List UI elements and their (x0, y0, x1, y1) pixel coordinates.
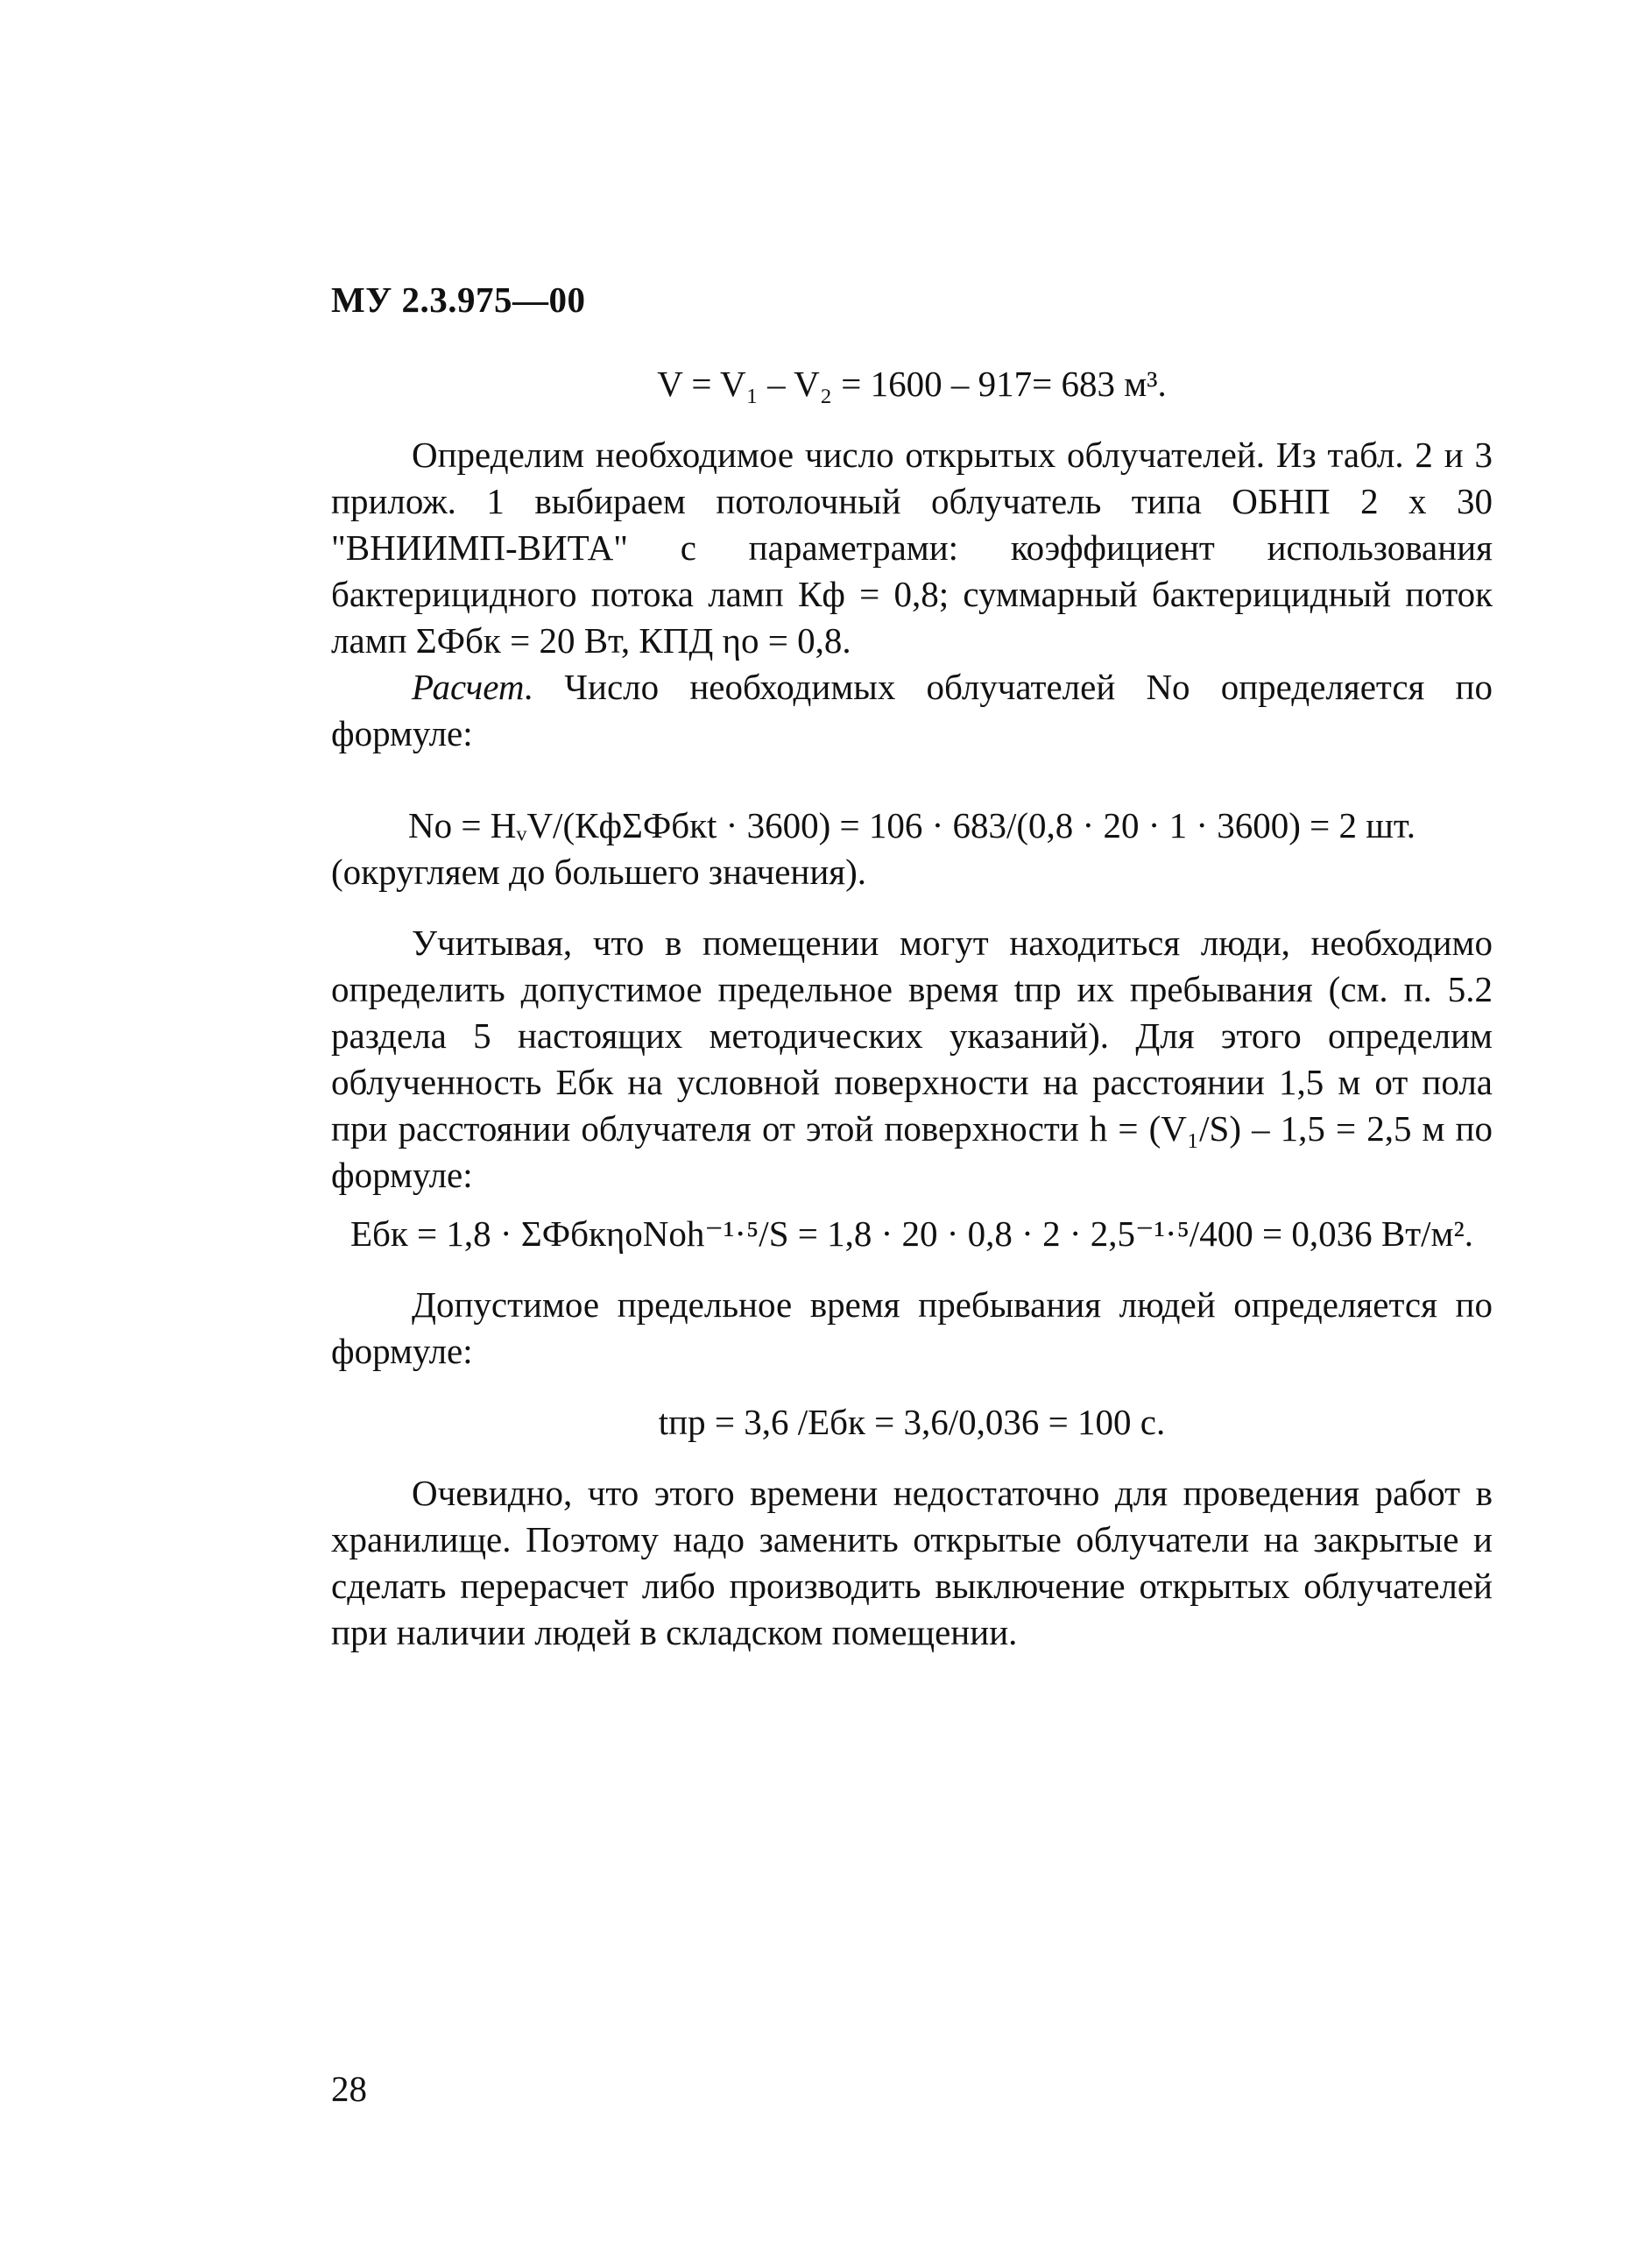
formula-time: tпр = 3,6 /Eбк = 3,6/0,036 = 100 с. (658, 1402, 1166, 1442)
document-body (331, 361, 1493, 1656)
paragraph-allowed-time: Допустимое предельное время пребывания людей определяется по формуле: (331, 1284, 1493, 1371)
document-header: МУ 2.3.975—00 (331, 279, 586, 320)
formula-irradiator-count: Nо = HᵥV/(КфΣФбкt · 3600) = 106 · 683/(0,8 · 20 · 1 · 3600) = 2 шт. (408, 805, 1415, 845)
paragraph-conclusion: Очевидно, что этого времени недостаточно для проведения работ в хранилище. Поэтому надо заменить открытые облучатели на закрытые и сделать перерасчет либо производить выключение открытых облучателей при наличии людей в складском помещении. (331, 1473, 1493, 1652)
rounding-note: (округляем до большего значения). (331, 852, 867, 892)
formula-volume: V = V₁ – V₂ = 1600 – 917= 683 м³. (657, 364, 1167, 404)
page-number: 28 (331, 2069, 367, 2109)
paragraph-calculation (331, 664, 1493, 757)
calculation-lead: Расчет. (412, 667, 534, 707)
paragraph-exposure-time: Учитывая, что в помещении могут находиться люди, необходимо определить допустимое предельное время tпр их пребывания (см. п. 5.2 раздела 5 настоящих методических указаний). Для этого определим облученность Eбк на условной поверхности на расстоянии 1,5 м от пола при расстоянии облучателя от этой поверхности h = (V₁/S) – 1,5 = 2,5 м по формуле: (331, 923, 1493, 1195)
calculation-text: Число необходимых облучателей Nо определяется по формуле: (331, 667, 1493, 753)
formula-irradiance: Eбк = 1,8 · ΣФбкηоNоh⁻¹·⁵/S = 1,8 · 20 · 0,8 · 2 · 2,5⁻¹·⁵/400 = 0,036 Вт/м². (349, 1213, 1474, 1254)
paragraph-irradiator-selection: Определим необходимое число открытых облучателей. Из табл. 2 и 3 прилож. 1 выбираем потолочный облучатель типа ОБНП 2 х 30 "ВНИИМП-ВИТА" с параметрами: коэффициент использования бактерицидного потока ламп Кф = 0,8; суммарный бактерицидный поток ламп ΣФбк = 20 Вт, КПД ηо = 0,8. (331, 435, 1493, 661)
